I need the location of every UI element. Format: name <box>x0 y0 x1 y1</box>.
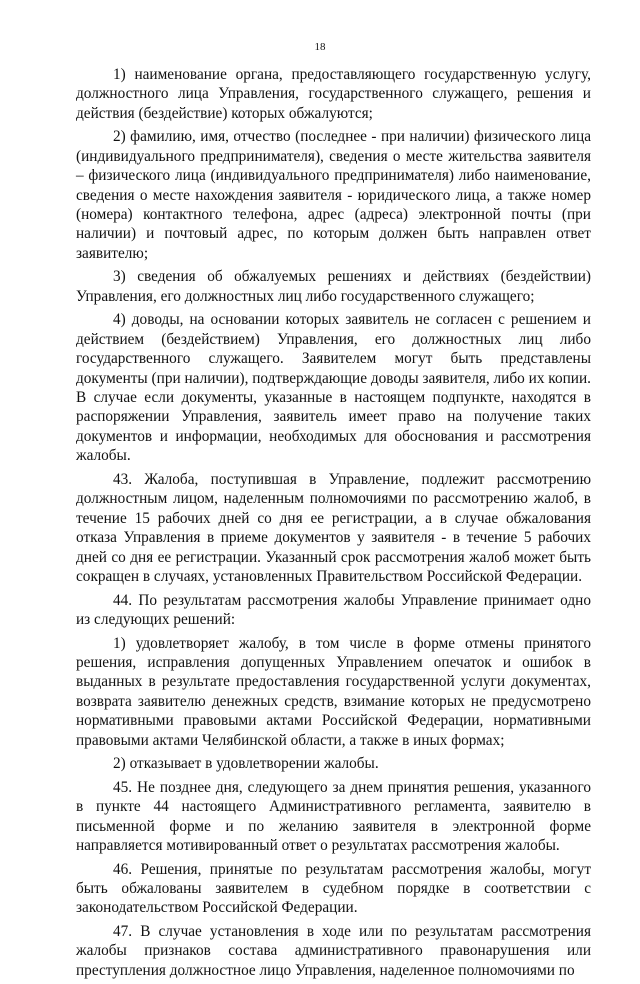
paragraph-46: 46. Решения, принятые по результатам рассмотрения жалобы, могут быть обжалованы заявителем в судебном порядке в соответствии с законодательством Российской Федерации. <box>76 860 591 917</box>
document-body <box>76 65 591 984</box>
paragraph-44-item-1: 1) удовлетворяет жалобу, в том числе в форме отмены принятого решения, исправления допущенных Управлением опечаток и ошибок в выданных в результате предоставления государственной услуги документах, возврата заявителю денежных средств, взимание которых не предусмотрено нормативными правовыми актами Российской Федерации, нормативными правовыми актами Челябинской области, а также в иных формах; <box>76 634 591 749</box>
paragraph-item-4: 4) доводы, на основании которых заявитель не согласен с решением и действием (бездействием) Управления, его должностных лиц либо государственного служащего. Заявителем могут быть представлены документы (при наличии), подтверждающие доводы заявителя, либо их копии. В случае если документы, указанные в настоящем подпункте, находятся в распоряжении Управления, заявитель имеет право на получение таких документов и информации, необходимых для обоснования и рассмотрения жалобы. <box>76 311 591 465</box>
paragraph-43: 43. Жалоба, поступившая в Управление, подлежит рассмотрению должностным лицом, наделенным полномочиями по рассмотрению жалоб, в течение 15 рабочих дней со дня ее регистрации, а в случае обжалования отказа Управления в приеме документов у заявителя - в течение 5 рабочих дней со дня ее регистрации. Указанный срок рассмотрения жалоб может быть сокращен в случаях, установленных Правительством Российской Федерации. <box>76 470 591 585</box>
paragraph-item-3: 3) сведения об обжалуемых решениях и действиях (бездействии) Управления, его должностных лиц либо государственного служащего; <box>76 268 591 305</box>
paragraph-44: 44. По результатам рассмотрения жалобы Управление принимает одно из следующих решений: <box>76 591 591 628</box>
page-number: 18 <box>314 41 326 53</box>
paragraph-47: 47. В случае установления в ходе или по результатам рассмотрения жалобы признаков состава административного правонарушения или преступления должностное лицо Управления, наделенное полномочиями по <box>76 922 591 979</box>
paragraph-45: 45. Не позднее дня, следующего за днем принятия решения, указанного в пункте 44 настоящего Административного регламента, заявителю в письменной форме и по желанию заявителя в электронной форме направляется мотивированный ответ о результатах рассмотрения жалобы. <box>76 778 591 854</box>
paragraph-item-2: 2) фамилию, имя, отчество (последнее - при наличии) физического лица (индивидуального предпринимателя), сведения о месте жительства заявителя – физического лица (индивидуального предпринимателя) либо наименование, сведения о месте нахождения заявителя - юридического лица, а также номер (номера) контактного телефона, адрес (адреса) электронной почты (при наличии) и почтовый адрес, по которым должен быть направлен ответ заявителю; <box>76 128 591 262</box>
paragraph-44-item-2: 2) отказывает в удовлетворении жалобы. <box>113 755 379 773</box>
paragraph-item-1: 1) наименование органа, предоставляющего государственную услугу, должностного лица Управления, государственного служащего, решения и действия (бездействие) которых обжалуются; <box>76 66 591 122</box>
